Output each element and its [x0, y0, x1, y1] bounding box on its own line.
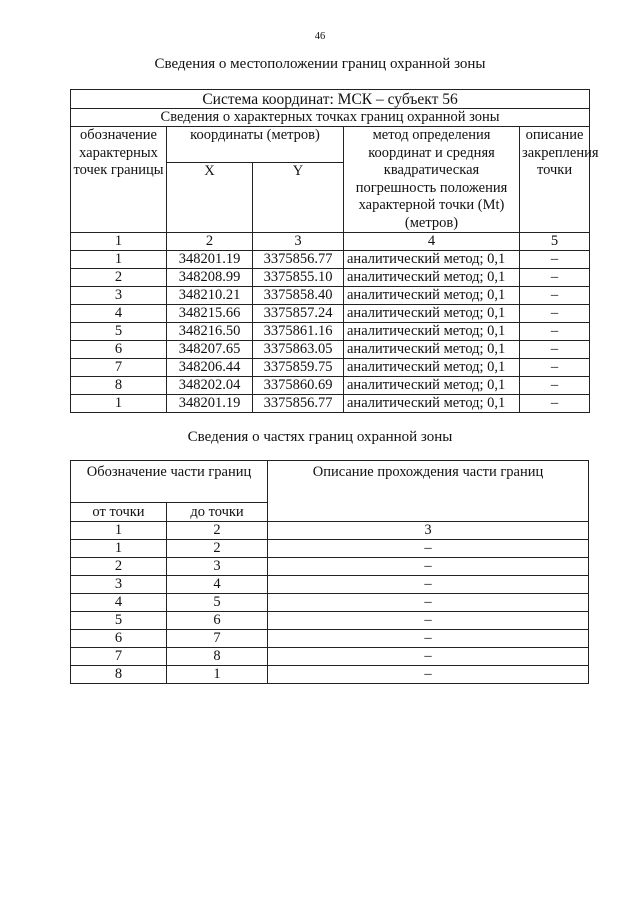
parts-header-row	[71, 461, 589, 503]
from-point-cell: 1	[71, 540, 167, 558]
y-coordinate-cell: 3375855.10	[253, 269, 344, 287]
x-coordinate-cell: 348210.21	[167, 287, 253, 305]
coordinates-table	[70, 89, 599, 413]
point-designation-header: обозначение характерных точек границы	[71, 127, 167, 233]
method-cell: аналитический метод; 0,1	[344, 359, 520, 377]
method-cell: аналитический метод; 0,1	[344, 305, 520, 323]
column-number: 1	[71, 233, 167, 251]
x-coordinate-cell: 348216.50	[167, 323, 253, 341]
table-row	[71, 612, 589, 630]
from-point-cell: 3	[71, 576, 167, 594]
to-point-header: до точки	[167, 503, 268, 522]
method-cell: аналитический метод; 0,1	[344, 251, 520, 269]
x-coordinate-cell: 348201.19	[167, 395, 253, 413]
column-number: 2	[167, 233, 253, 251]
y-coordinate-cell: 3375859.75	[253, 359, 344, 377]
point-number-cell: 5	[71, 323, 167, 341]
coordinates-header: координаты (метров)	[167, 127, 344, 163]
column-number-row	[71, 233, 590, 251]
to-point-cell: 1	[167, 666, 268, 684]
to-point-cell: 8	[167, 648, 268, 666]
y-header: Y	[253, 162, 344, 232]
point-number-cell: 7	[71, 359, 167, 377]
from-point-cell: 2	[71, 558, 167, 576]
description-cell: –	[268, 558, 589, 576]
fixation-header: описание закрепления точки	[520, 127, 590, 233]
method-cell: аналитический метод; 0,1	[344, 323, 520, 341]
part-designation-header: Обозначение части границ	[71, 461, 268, 503]
table-row	[71, 287, 590, 305]
column-number: 3	[268, 522, 589, 540]
method-cell: аналитический метод; 0,1	[344, 395, 520, 413]
method-cell: аналитический метод; 0,1	[344, 287, 520, 305]
point-number-cell: 1	[71, 395, 167, 413]
from-point-cell: 4	[71, 594, 167, 612]
y-coordinate-cell: 3375861.16	[253, 323, 344, 341]
x-coordinate-cell: 348215.66	[167, 305, 253, 323]
description-header: Описание прохождения части границ	[268, 461, 589, 522]
y-coordinate-cell: 3375857.24	[253, 305, 344, 323]
table-row	[71, 269, 590, 287]
fixation-cell: –	[520, 323, 590, 341]
system-row	[71, 90, 590, 109]
to-point-cell: 4	[167, 576, 268, 594]
section-caption-cell: Сведения о характерных точках границ охранной зоны	[71, 109, 590, 127]
boundary-parts-table	[70, 460, 589, 684]
x-header: X	[167, 162, 253, 232]
fixation-cell: –	[520, 359, 590, 377]
fixation-cell: –	[520, 377, 590, 395]
description-cell: –	[268, 666, 589, 684]
table-row	[71, 594, 589, 612]
from-point-cell: 6	[71, 630, 167, 648]
y-coordinate-cell: 3375856.77	[253, 251, 344, 269]
section-row	[71, 109, 590, 127]
point-number-cell: 8	[71, 377, 167, 395]
table-row	[71, 305, 590, 323]
column-number: 4	[344, 233, 520, 251]
point-number-cell: 3	[71, 287, 167, 305]
method-header: метод определения координат и средняя квадратическая погрешность положения характерной точки (Mt) (метров)	[344, 127, 520, 233]
from-point-header: от точки	[71, 503, 167, 522]
coordinate-system-cell: Система координат: МСК – субъект 56	[71, 90, 590, 109]
to-point-cell: 5	[167, 594, 268, 612]
description-cell: –	[268, 594, 589, 612]
y-coordinate-cell: 3375863.05	[253, 341, 344, 359]
column-number: 2	[167, 522, 268, 540]
table-row	[71, 558, 589, 576]
to-point-cell: 6	[167, 612, 268, 630]
column-number: 3	[253, 233, 344, 251]
table-row	[71, 666, 589, 684]
description-cell: –	[268, 612, 589, 630]
point-number-cell: 1	[71, 251, 167, 269]
parts-column-number-row	[71, 522, 589, 540]
column-number: 5	[520, 233, 590, 251]
point-number-cell: 2	[71, 269, 167, 287]
table-row	[71, 540, 589, 558]
header-row-1	[71, 127, 590, 163]
x-coordinate-cell: 348201.19	[167, 251, 253, 269]
table-row	[71, 395, 590, 413]
fixation-cell: –	[520, 287, 590, 305]
table-row	[71, 251, 590, 269]
y-coordinate-cell: 3375856.77	[253, 395, 344, 413]
fixation-cell: –	[520, 305, 590, 323]
method-cell: аналитический метод; 0,1	[344, 377, 520, 395]
method-cell: аналитический метод; 0,1	[344, 341, 520, 359]
to-point-cell: 3	[167, 558, 268, 576]
from-point-cell: 5	[71, 612, 167, 630]
fixation-cell: –	[520, 269, 590, 287]
page-number: 46	[314, 31, 326, 42]
table-row	[71, 323, 590, 341]
table-row	[71, 630, 589, 648]
fixation-cell: –	[520, 341, 590, 359]
section-title-location: Сведения о местоположении границ охранной зоны	[154, 56, 486, 72]
from-point-cell: 7	[71, 648, 167, 666]
section-title-parts: Сведения о частях границ охранной зоны	[187, 429, 453, 445]
column-number: 1	[71, 522, 167, 540]
fixation-cell: –	[520, 395, 590, 413]
to-point-cell: 2	[167, 540, 268, 558]
point-number-cell: 4	[71, 305, 167, 323]
x-coordinate-cell: 348202.04	[167, 377, 253, 395]
table-row	[71, 341, 590, 359]
fixation-cell: –	[520, 251, 590, 269]
x-coordinate-cell: 348206.44	[167, 359, 253, 377]
y-coordinate-cell: 3375858.40	[253, 287, 344, 305]
y-coordinate-cell: 3375860.69	[253, 377, 344, 395]
description-cell: –	[268, 576, 589, 594]
x-coordinate-cell: 348208.99	[167, 269, 253, 287]
table-row	[71, 648, 589, 666]
description-cell: –	[268, 648, 589, 666]
point-number-cell: 6	[71, 341, 167, 359]
method-cell: аналитический метод; 0,1	[344, 269, 520, 287]
x-coordinate-cell: 348207.65	[167, 341, 253, 359]
table-row	[71, 377, 590, 395]
table-row	[71, 576, 589, 594]
from-point-cell: 8	[71, 666, 167, 684]
description-cell: –	[268, 630, 589, 648]
table-row	[71, 359, 590, 377]
description-cell: –	[268, 540, 589, 558]
to-point-cell: 7	[167, 630, 268, 648]
